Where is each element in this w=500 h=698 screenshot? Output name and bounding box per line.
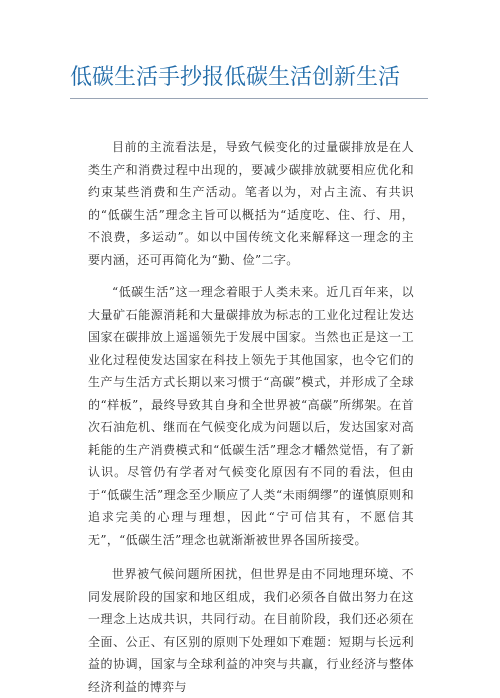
title-divider bbox=[70, 98, 428, 99]
article-body bbox=[88, 136, 414, 698]
page-title: 低碳生活手抄报低碳生活创新生活 bbox=[70, 65, 401, 90]
paragraph-2: “低碳生活”这一理念着眼于人类未来。近几百年来，以大量矿石能源消耗和大量碳排放为标志的工业化过程让发达国家在碳排放上遥遥领先于发展中国家。当然也正是这一工业化过程使发达国家在科技上领先于其他国家，也令它们的生产与生活方式长期以来习惯于“高碳”模式，并形成了全球的“样板”，最终导致其自身和全世界被“高碳”所绑架。在首次石油危机、继而在气候变化成为问题以后，发达国家对高耗能的生产消费模式和“低碳生活”理念才幡然觉悟，有了新认识。尽管仍有学者对气候变化原因有不同的看法，但由于“低碳生活”理念至少顺应了人类“未雨绸缪”的谨慎原则和追求完美的心理与理想，因此“宁可信其有，不愿信其无”，“低碳生活”理念也就渐渐被世界各国所接受。 bbox=[88, 285, 414, 547]
paragraph-3: 世界被气候问题所困扰，但世界是由不同地理环境、不同发展阶段的国家和地区组成，我们必须各自做出努力在这一理念上达成共识，共同行动。在目前阶段，我们还必须在全面、公正、有区别的原则下处理如下难题：短期与长远利益的协调，国家与全球利益的冲突与共赢，行业经济与整体经济利益的博弈与 bbox=[88, 567, 414, 694]
paragraph-1: 目前的主流看法是，导致气候变化的过量碳排放是在人类生产和消费过程中出现的，要减少碳排放就要相应优化和约束某些消费和生产活动。笔者以为，对占主流、有共识的“低碳生活”理念主旨可以概括为“适度吃、住、行、用，不浪费，多运动”。如以中国传统文化来解释这一理念的主要内涵，还可再简化为“勤、俭”二字。 bbox=[88, 140, 414, 267]
